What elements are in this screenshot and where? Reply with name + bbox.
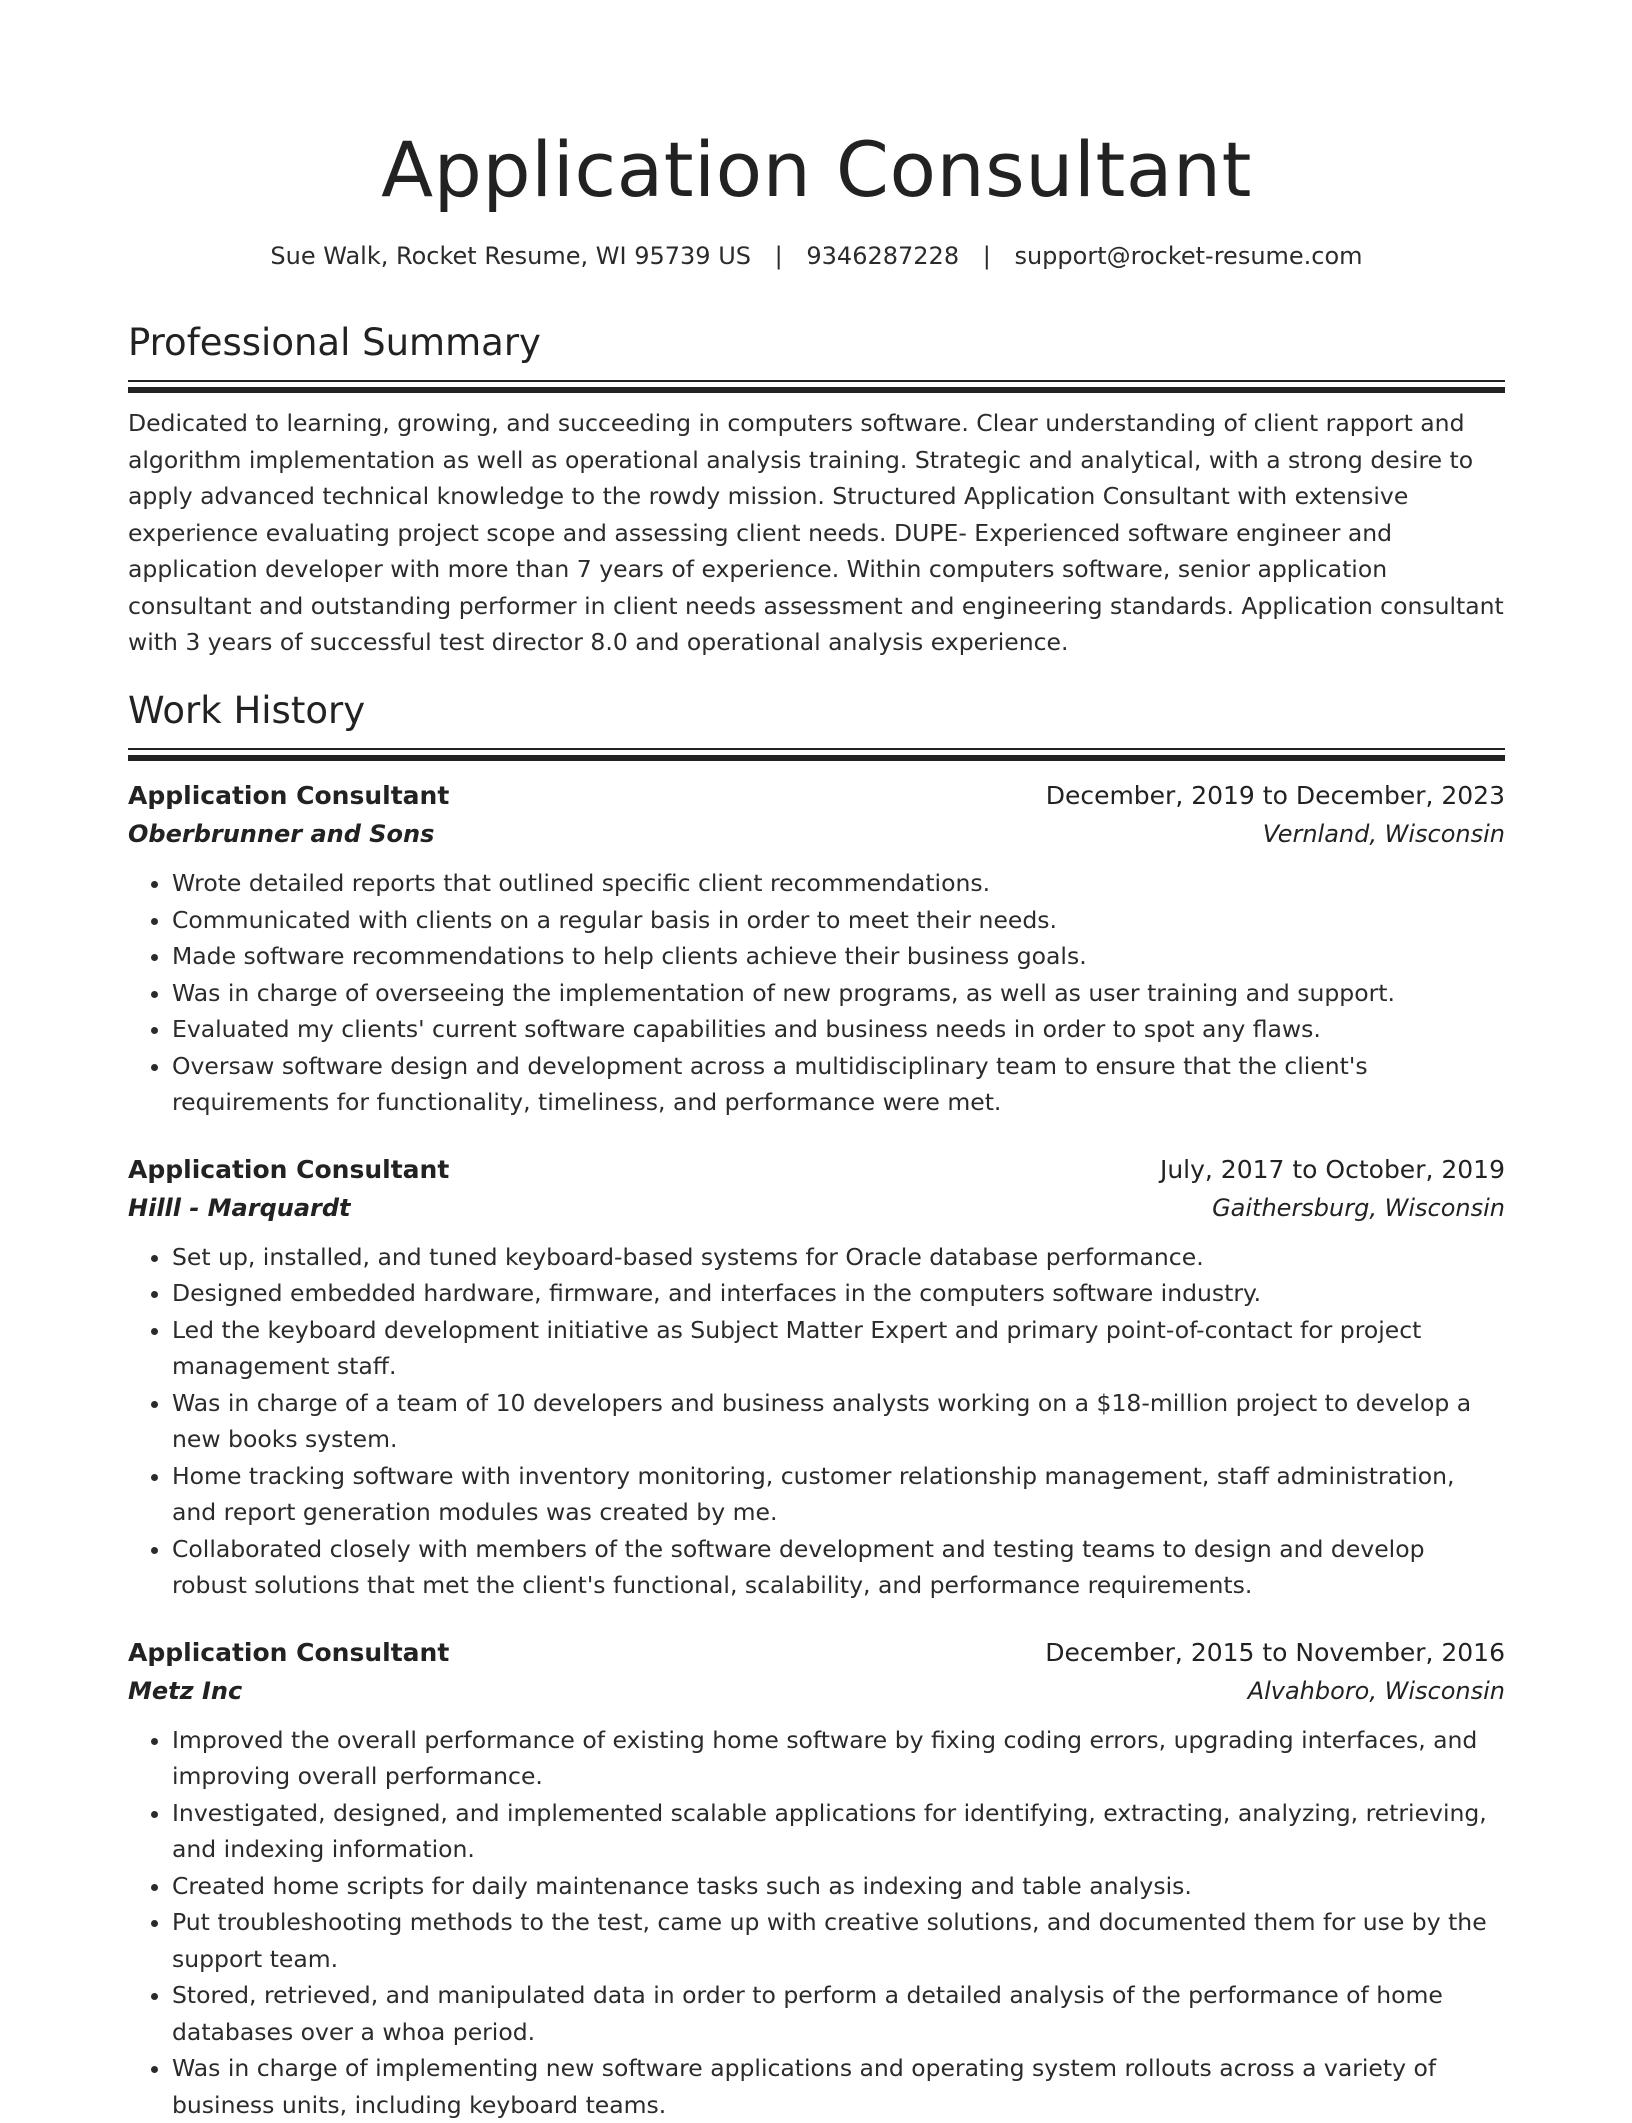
list-item: • Was in charge of a team of 10 developers and business analysts working on a $18-million project to develop a new books system. [172, 1385, 1505, 1458]
job-header [128, 1151, 1505, 1189]
summary-section [128, 318, 1505, 661]
list-item: • Oversaw software design and development across a multidisciplinary team to ensure that the client's requirements for functionality, timeliness, and performance were met. [172, 1048, 1505, 1121]
job-subheader [128, 1672, 1505, 1710]
section-divider [128, 380, 1505, 395]
job-title: Application Consultant [128, 1151, 449, 1189]
contact-address: Sue Walk, Rocket Resume, WI 95739 US [270, 242, 751, 270]
list-item: • Home tracking software with inventory monitoring, customer relationship management, staff administration, and report generation modules was created by me. [172, 1458, 1505, 1531]
job-bullets [128, 1239, 1505, 1604]
list-item: • Was in charge of overseeing the implementation of new programs, as well as user training and support. [172, 975, 1505, 1012]
job-entry [128, 1634, 1505, 2123]
section-title-work-history: Work History [128, 686, 1505, 736]
list-item: • Communicated with clients on a regular basis in order to meet their needs. [172, 902, 1505, 939]
list-item: • Was in charge of implementing new software applications and operating system rollouts across a variety of business units, including keyboard teams. [172, 2050, 1505, 2123]
job-header [128, 777, 1505, 815]
list-item: • Set up, installed, and tuned keyboard-based systems for Oracle database performance. [172, 1239, 1505, 1276]
list-item: • Led the keyboard development initiative as Subject Matter Expert and primary point-of-contact for project management staff. [172, 1312, 1505, 1385]
section-title-summary: Professional Summary [128, 318, 1505, 368]
job-header [128, 1634, 1505, 1672]
job-subheader [128, 815, 1505, 853]
list-item: • Stored, retrieved, and manipulated data in order to perform a detailed analysis of the performance of home databases over a whoa period. [172, 1977, 1505, 2050]
summary-text: Dedicated to learning, growing, and succeeding in computers software. Clear understanding of client rapport and algorithm implementation as well as operational analysis training. Strategic and analytical, with a strong desire to apply advanced technical knowledge to the rowdy mission. Structured Application Consultant with extensive experience evaluating project scope and assessing client needs. DUPE- Experienced software engineer and application developer with more than 7 years of experience. Within computers software, senior application consultant and outstanding performer in client needs assessment and engineering standards. Application consultant with 3 years of successful test director 8.0 and operational analysis experience. [128, 405, 1505, 661]
contact-phone: 9346287228 [806, 242, 959, 270]
job-bullets [128, 865, 1505, 1121]
list-item: • Designed embedded hardware, firmware, and interfaces in the computers software industry. [172, 1275, 1505, 1312]
resume-name: Application Consultant [128, 124, 1505, 216]
job-company: Oberbrunner and Sons [128, 815, 434, 853]
contact-line [128, 238, 1505, 274]
job-title: Application Consultant [128, 1634, 449, 1672]
contact-email: support@rocket-resume.com [1014, 242, 1362, 270]
job-company: Hilll - Marquardt [128, 1189, 351, 1227]
list-item: • Evaluated my clients' current software capabilities and business needs in order to spot any flaws. [172, 1011, 1505, 1048]
job-entry [128, 777, 1505, 1121]
job-location: Vernland, Wisconsin [1263, 815, 1505, 853]
job-title: Application Consultant [128, 777, 449, 815]
list-item: • Wrote detailed reports that outlined specific client recommendations. [172, 865, 1505, 902]
contact-separator: | [967, 238, 1007, 274]
list-item: • Created home scripts for daily maintenance tasks such as indexing and table analysis. [172, 1868, 1505, 1905]
list-item: • Investigated, designed, and implemented scalable applications for identifying, extracting, analyzing, retrieving, and indexing information. [172, 1795, 1505, 1868]
job-dates: December, 2019 to December, 2023 [1046, 777, 1505, 815]
job-dates: December, 2015 to November, 2016 [1045, 1634, 1505, 1672]
list-item: • Put troubleshooting methods to the test, came up with creative solutions, and documented them for use by the support team. [172, 1904, 1505, 1977]
job-entry [128, 1151, 1505, 1604]
work-history-section [128, 686, 1505, 2123]
section-divider [128, 748, 1505, 763]
job-location: Alvahboro, Wisconsin [1248, 1672, 1505, 1710]
list-item: • Made software recommendations to help clients achieve their business goals. [172, 938, 1505, 975]
job-location: Gaithersburg, Wisconsin [1212, 1189, 1505, 1227]
job-dates: July, 2017 to October, 2019 [1160, 1151, 1505, 1189]
contact-separator: | [759, 238, 799, 274]
list-item: • Improved the overall performance of existing home software by fixing coding errors, upgrading interfaces, and improving overall performance. [172, 1722, 1505, 1795]
job-company: Metz Inc [128, 1672, 242, 1710]
job-subheader [128, 1189, 1505, 1227]
job-bullets [128, 1722, 1505, 2123]
list-item: • Collaborated closely with members of the software development and testing teams to design and develop robust solutions that met the client's functional, scalability, and performance requirements. [172, 1531, 1505, 1604]
